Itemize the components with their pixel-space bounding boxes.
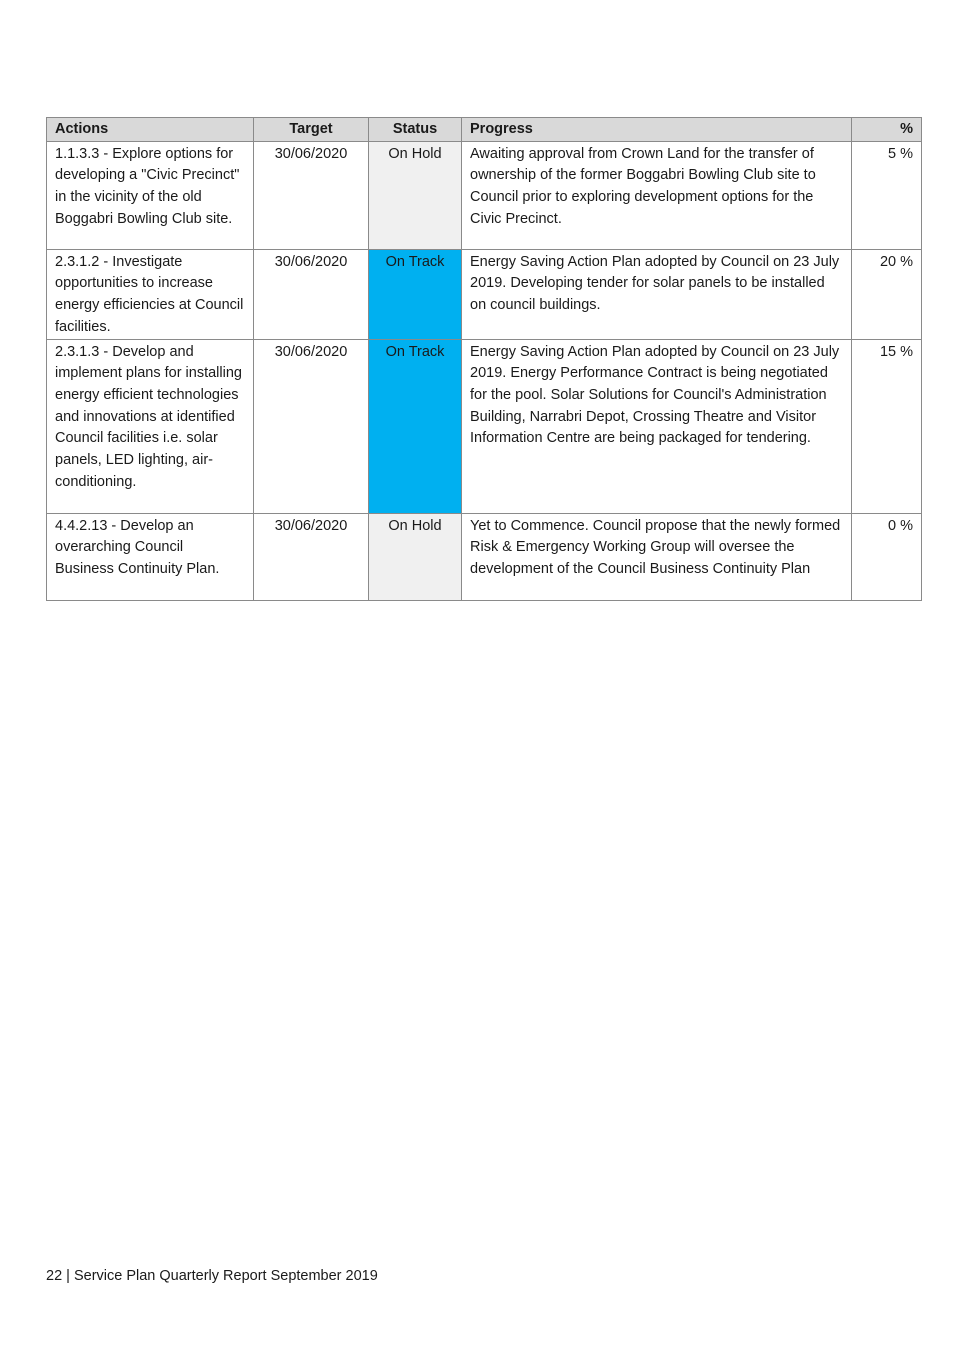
header-percent: %: [852, 118, 922, 142]
percent-cell: 20 %: [852, 249, 922, 339]
progress-cell: Energy Saving Action Plan adopted by Council on 23 July 2019. Energy Performance Contract is being negotiated for the pool. Solar Solutions for Council's Administration Building, Narrabri Depot, Crossing Theatre and Visitor Information Centre are being packaged for tendering.: [462, 339, 852, 513]
progress-cell: Awaiting approval from Crown Land for the transfer of ownership of the former Boggabri Bowling Club site to Council prior to exploring development options for the Civic Precinct.: [462, 141, 852, 249]
percent-cell: 0 %: [852, 513, 922, 600]
status-cell-on-hold: On Hold: [369, 513, 462, 600]
status-cell-on-track: On Track: [369, 339, 462, 513]
header-target: Target: [254, 118, 369, 142]
action-cell: 4.4.2.13 - Develop an overarching Council Business Continuity Plan.: [47, 513, 254, 600]
status-cell-on-track: On Track: [369, 249, 462, 339]
target-cell: 30/06/2020: [254, 141, 369, 249]
target-cell: 30/06/2020: [254, 249, 369, 339]
action-cell: 2.3.1.2 - Investigate opportunities to increase energy efficiencies at Council facilities.: [47, 249, 254, 339]
progress-cell: Yet to Commence. Council propose that the newly formed Risk & Emergency Working Group will oversee the development of the Council Business Continuity Plan: [462, 513, 852, 600]
target-cell: 30/06/2020: [254, 513, 369, 600]
actions-table: [46, 117, 922, 601]
percent-cell: 15 %: [852, 339, 922, 513]
table-header-row: [47, 118, 922, 142]
table-row: [47, 249, 922, 339]
table-row: [47, 513, 922, 600]
table-row: [47, 339, 922, 513]
progress-cell: Energy Saving Action Plan adopted by Council on 23 July 2019. Developing tender for solar panels to be installed on council buildings.: [462, 249, 852, 339]
target-cell: 30/06/2020: [254, 339, 369, 513]
header-actions: Actions: [47, 118, 254, 142]
page-footer: 22 | Service Plan Quarterly Report September 2019: [46, 1268, 378, 1284]
header-progress: Progress: [462, 118, 852, 142]
status-cell-on-hold: On Hold: [369, 141, 462, 249]
table-row: [47, 141, 922, 249]
header-status: Status: [369, 118, 462, 142]
percent-cell: 5 %: [852, 141, 922, 249]
action-cell: 1.1.3.3 - Explore options for developing a "Civic Precinct" in the vicinity of the old Boggabri Bowling Club site.: [47, 141, 254, 249]
action-cell: 2.3.1.3 - Develop and implement plans for installing energy efficient technologies and innovations at identified Council facilities i.e. solar panels, LED lighting, air-conditioning.: [47, 339, 254, 513]
